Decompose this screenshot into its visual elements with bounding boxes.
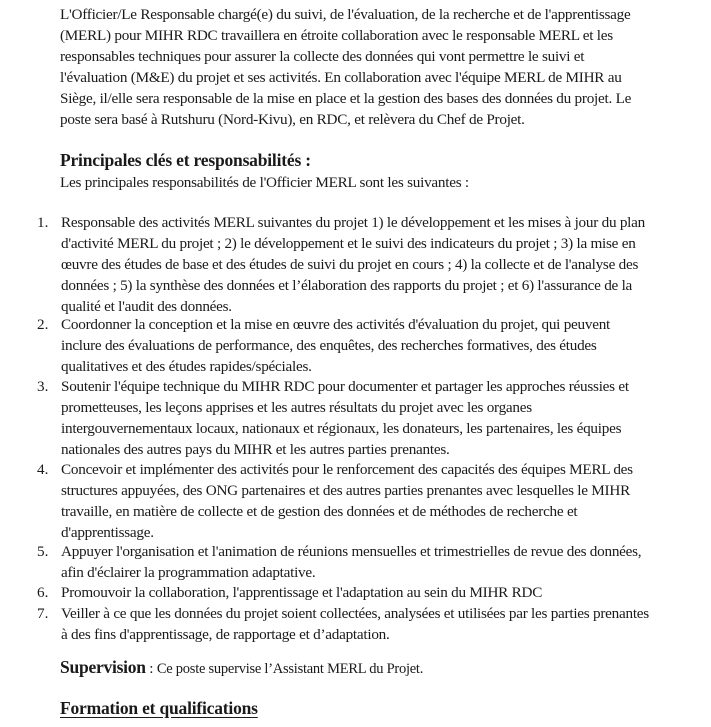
- intro-line: poste sera basé à Rutshuru (Nord-Kivu), en RDC, et relèvera du Chef de Projet.: [60, 111, 525, 128]
- list-number: 2.: [37, 316, 49, 333]
- list-number: 3.: [37, 378, 49, 395]
- formation-heading: Formation et qualifications: [60, 698, 258, 718]
- list-item-line: à des fins d'apprentissage, de rapportage et d’adaptation.: [61, 626, 390, 643]
- list-item-line: Veiller à ce que les données du projet soient collectées, analysées et utilisées par les parties prenantes: [61, 605, 649, 622]
- list-number: 5.: [37, 543, 49, 560]
- list-item-line: inclure des évaluations de performance, des enquêtes, des recherches formatives, des études: [61, 337, 597, 354]
- list-number: 7.: [37, 605, 49, 622]
- responsibilities-intro: Les principales responsabilités de l'Officier MERL sont les suivantes :: [60, 174, 469, 191]
- supervision-separator: :: [145, 660, 157, 677]
- intro-line: Siège, il/elle sera responsable de la mise en place et la gestion des bases des données du projet. Le: [60, 90, 632, 107]
- list-item-line: œuvre des études de base et des études de suivi du projet en cours ; 4) la collecte et de l'analyse des: [61, 256, 639, 273]
- list-item-line: données ; 5) la synthèse des données et l’élaboration des rapports du projet ; et 6) l'assurance de la: [61, 277, 633, 294]
- intro-line: responsables techniques pour assurer la collecte des données qui vont permettre le suivi et: [60, 48, 585, 65]
- list-item-line: afin d'éclairer la programmation adaptative.: [61, 564, 316, 581]
- list-item-line: travaille, en matière de collecte et de gestion des données et de méthodes de recherche et: [61, 503, 578, 520]
- intro-line: (MERL) pour MIHR RDC travaillera en étroite collaboration avec le responsable MERL et les: [60, 27, 613, 44]
- list-item-line: Appuyer l'organisation et l'animation de réunions mensuelles et trimestrielles de revue des données,: [61, 543, 642, 560]
- list-item-line: d'activité MERL du projet ; 2) le développement et le suivi des indicateurs du projet ; 3) la mise en: [61, 235, 636, 252]
- list-number: 4.: [37, 461, 49, 478]
- list-item-line: intergouvernementaux locaux, nationaux et régionaux, les donateurs, les partenaires, les équipes: [61, 420, 622, 437]
- list-item-line: structures appuyées, des ONG partenaires et des autres parties prenantes avec lesquelles le MIHR: [61, 482, 630, 499]
- intro-line: l'évaluation (M&E) du projet et ses activités. En collaboration avec l'équipe MERL de MIHR au: [60, 69, 622, 86]
- supervision-text: Ce poste supervise l’Assistant MERL du Projet.: [156, 661, 424, 677]
- list-item-line: d'apprentissage.: [61, 524, 154, 541]
- list-item-line: prometteuses, les leçons apprises et les autres résultats du projet avec les organes: [61, 399, 532, 416]
- intro-line: L'Officier/Le Responsable chargé(e) du suivi, de l'évaluation, de la recherche et de l'apprentissage: [60, 6, 631, 23]
- list-item-line: nationales des autres pays du MIHR et les autres parties prenantes.: [61, 441, 450, 458]
- list-item-line: Coordonner la conception et la mise en œuvre des activités d'évaluation du projet, qui peuvent: [61, 316, 611, 333]
- list-number: 6.: [37, 584, 49, 601]
- list-number: 1.: [37, 214, 49, 231]
- supervision-paragraph: [60, 657, 423, 680]
- list-item-line: Soutenir l'équipe technique du MIHR RDC pour documenter et partager les approches réussies et: [61, 378, 629, 395]
- list-item-line: qualité et l'audit des données.: [61, 298, 232, 315]
- responsibilities-heading: Principales clés et responsabilités :: [60, 150, 311, 170]
- list-item-line: Concevoir et implémenter des activités pour le renforcement des capacités des équipes MERL des: [61, 461, 633, 478]
- list-item-line: Responsable des activités MERL suivantes du projet 1) le développement et les mises à jour du plan: [61, 214, 645, 231]
- list-item-line: Promouvoir la collaboration, l'apprentissage et l'adaptation au sein du MIHR RDC: [61, 584, 543, 601]
- supervision-label: Supervision: [60, 657, 146, 677]
- list-item-line: qualitatives et des études rapides/spéciales.: [61, 358, 312, 375]
